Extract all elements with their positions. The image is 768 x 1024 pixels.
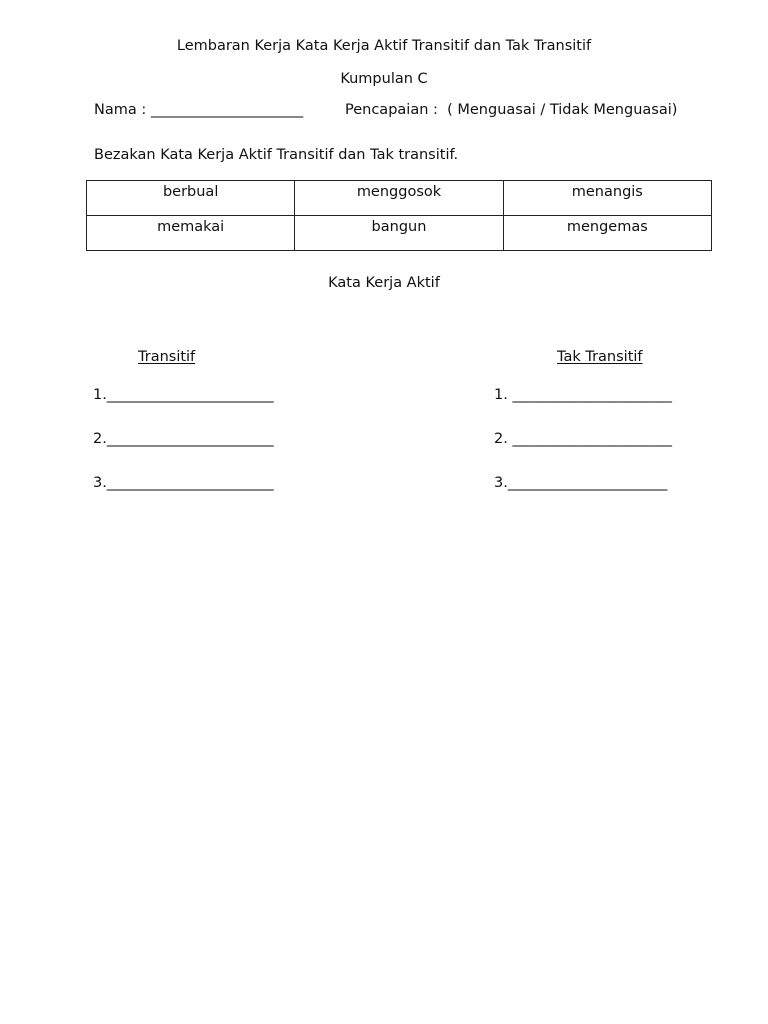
- word-cell: berbual: [87, 181, 295, 216]
- transitif-heading: Transitif: [138, 349, 196, 365]
- transitif-answer-line-3: 3._______________________: [93, 475, 274, 491]
- word-cell: bangun: [295, 216, 503, 251]
- word-cell: menggosok: [295, 181, 503, 216]
- word-cell: menangis: [503, 181, 711, 216]
- tak-transitif-answer-line-1: 1. ______________________: [494, 387, 672, 403]
- word-cell: mengemas: [503, 216, 711, 251]
- group-label: Kumpulan C: [340, 71, 428, 87]
- word-cell: memakai: [87, 216, 295, 251]
- transitif-answer-line-2: 2._______________________: [93, 431, 274, 447]
- achievement-line: Pencapaian : ( Menguasai / Tidak Menguasai): [345, 102, 678, 118]
- worksheet-title: Lembaran Kerja Kata Kerja Aktif Transitif dan Tak Transitif: [176, 38, 592, 54]
- tak-transitif-heading: Tak Transitif: [557, 349, 643, 365]
- instruction-text: Bezakan Kata Kerja Aktif Transitif dan Tak transitif.: [94, 147, 459, 163]
- tak-transitif-answer-line-3: 3.______________________: [494, 475, 668, 491]
- section-title: Kata Kerja Aktif: [328, 275, 440, 291]
- word-table: [86, 180, 712, 251]
- name-field-line: Nama : _____________________: [94, 102, 304, 118]
- transitif-answer-line-1: 1._______________________: [93, 387, 274, 403]
- table-row: [87, 216, 712, 251]
- table-row: [87, 181, 712, 216]
- tak-transitif-answer-line-2: 2. ______________________: [494, 431, 672, 447]
